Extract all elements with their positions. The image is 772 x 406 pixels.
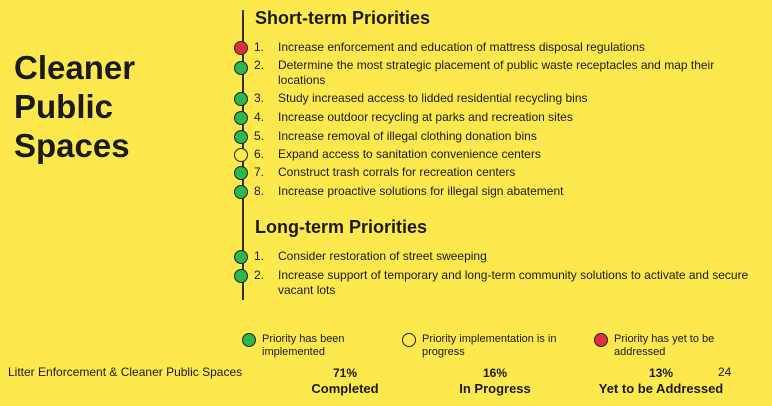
- legend-in-progress-icon: [402, 333, 416, 347]
- yet-to-address-stat: [586, 366, 736, 396]
- in-progress-stat: [450, 366, 540, 396]
- status-implemented-icon: [234, 111, 248, 125]
- completed-percent: 71%: [332, 366, 358, 380]
- short-term-heading: Short-term Priorities: [255, 8, 431, 28]
- status-implemented-icon: [234, 166, 248, 180]
- legend-not-started-icon: [594, 333, 608, 347]
- legend-implemented-icon: [242, 333, 256, 347]
- long-term-item: 1. Consider restoration of street sweeping: [234, 249, 754, 264]
- legend-in-progress: Priority implementation is in progress: [402, 333, 562, 359]
- short-term-item: 5. Increase removal of illegal clothing donation bins: [234, 129, 754, 144]
- page-title: Cleaner Public Spaces: [14, 49, 136, 164]
- long-term-heading: Long-term Priorities: [255, 217, 428, 237]
- short-term-item: 4. Increase outdoor recycling at parks and recreation sites: [234, 110, 754, 125]
- completed-label: Completed: [311, 381, 379, 396]
- long-term-item: 2. Increase support of temporary and long-term community solutions to activate and secure vacant lots: [234, 268, 754, 298]
- status-implemented-icon: [234, 130, 248, 144]
- short-term-item: 6. Expand access to sanitation convenience centers: [234, 147, 754, 162]
- completed-stat: [300, 366, 390, 396]
- status-implemented-icon: [234, 250, 248, 264]
- yet-to-address-label: Yet to be Addressed: [598, 381, 724, 396]
- in-progress-percent: 16%: [482, 366, 508, 380]
- short-term-item: 8. Increase proactive solutions for illegal sign abatement: [234, 184, 754, 199]
- legend-not-started: Priority has yet to be addressed: [594, 333, 734, 359]
- short-term-item: 1. Increase enforcement and education of mattress disposal regulations: [234, 40, 754, 55]
- status-implemented-icon: [234, 185, 248, 199]
- short-term-item: 7. Construct trash corrals for recreation centers: [234, 165, 754, 180]
- short-term-item: 3. Study increased access to lidded residential recycling bins: [234, 91, 754, 106]
- status-implemented-icon: [234, 61, 248, 75]
- status-implemented-icon: [234, 92, 248, 106]
- status-not-started-icon: [234, 41, 248, 55]
- status-in-progress-icon: [234, 148, 248, 162]
- in-progress-label: In Progress: [459, 381, 531, 396]
- status-implemented-icon: [234, 269, 248, 283]
- footer-label: Litter Enforcement & Cleaner Public Spaces: [8, 365, 243, 379]
- short-term-item: 2. Determine the most strategic placement of public waste receptacles and map their locations: [234, 58, 754, 88]
- yet-to-address-percent: 13%: [648, 366, 674, 380]
- legend-implemented: Priority has been implemented: [242, 333, 372, 359]
- page-number: 24: [718, 365, 732, 379]
